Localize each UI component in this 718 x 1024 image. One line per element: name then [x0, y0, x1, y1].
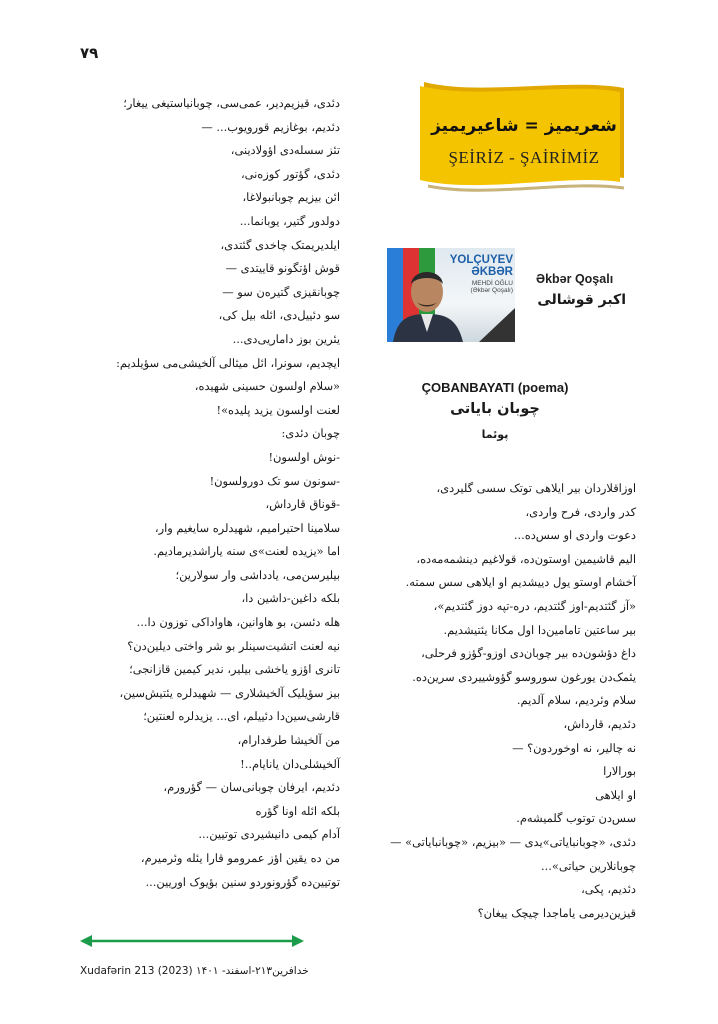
poem-line: سلام وئردیم، سلام آلدیم.	[516, 693, 636, 708]
poem-line: بلکه ائله اونا گؤره	[255, 803, 340, 818]
poem-line: دئدیم، بوغازیم قورویوب... —	[201, 119, 340, 134]
poem-line: داغ دؤشون‌ده بیر چوبان‌دی اوزو-گؤزو فرحلی،	[421, 646, 636, 661]
poem-line: -سونون سو تک دورولسون!	[209, 473, 340, 488]
photo-name-line-2: ƏKBƏR	[471, 266, 513, 278]
poem-line: دئدی، گؤتور کوزه‌نی،	[240, 166, 340, 181]
poem-line: بیر ساعتین تامامین‌دا اول مکانا یئتیشدیم.	[443, 622, 636, 637]
poem-line: دئدی، قیزیم‌دیر، عمی‌سی، چوبانیاستیغی ییغار؛	[123, 96, 340, 110]
poem-line: کدر واردی، فرح واردی،	[525, 504, 636, 519]
banner-ribbon-shape	[418, 74, 630, 202]
double-arrow-divider	[80, 934, 304, 948]
poem-line: دولدور گتیر، یوبانما...	[239, 213, 340, 228]
photo-name-line-1: YOLÇUYEV	[449, 254, 513, 266]
section-banner	[418, 74, 630, 202]
page-number: ۷۹	[80, 44, 99, 62]
poem-line: «سلام اولسون حسینی شهیده،	[194, 379, 340, 394]
poem-line: بورالارا	[603, 764, 636, 779]
poem-line: -نوش اولسون!	[268, 449, 340, 464]
photo-sub-line-2: (Əkbər Qoşalı)	[470, 287, 513, 294]
poem-line: دئدیم، ایرفان چوبانی‌سان — گؤرورم،	[163, 780, 340, 795]
poem-line: تئز سسله‌دی اؤولادینی،	[230, 143, 340, 158]
poem-line: نیه لعنت اتشیت‌سینلر بو شر واختی دیلین‌دن؟	[127, 638, 340, 653]
poem-line: «آز گئتدیم-اوز گئتدیم، دره-تپه دوز گئتدیم»،	[433, 598, 636, 613]
poem-line: -قوناق قارداش،	[265, 497, 340, 512]
poem-line: دئدیم، قارداش،	[563, 716, 636, 731]
poem-title-latin: ÇOBANBAYATI (poema)	[421, 380, 569, 395]
poem-line: ایچدیم، سونرا، ائل میثالی آلخیشی‌می سؤیلدیم:	[116, 355, 340, 370]
poem-line: چوبان دئدی:	[281, 426, 340, 441]
poem-line: قارشی‌سین‌دا دئییلم، ای... یزیدلره لعنتین؛	[143, 709, 340, 724]
right-poem-column	[378, 477, 636, 925]
poem-line: یئمک‌دن یورغون سوروسو گؤوشییردی سرین‌ده.	[412, 669, 636, 684]
poem-line: آخشام اوستو یول دییشدیم او ایلاهی سس سمته.	[405, 575, 636, 590]
poem-line: من آلخیشا طرفدارام،	[237, 733, 340, 748]
poem-line: ائن بیزیم چوبانبولاغا،	[242, 190, 340, 205]
poem-line: هله دئسن، بو هاوانین، هاواداکی توزون دا...	[136, 615, 340, 630]
photo-caption-sub	[433, 280, 513, 294]
poem-line: قیزین‌دیرمی یاماجدا چیچک ییغان؟	[477, 905, 636, 920]
poem-line: او ایلاهی	[595, 787, 636, 802]
poem-line: دئدی، «چوبانبایاتی»یدی — «بیزیم، «چوبانبایاتی» —	[390, 834, 636, 849]
poem-line: توتیین‌ده گؤرونوردو سنین بؤیوک اوریین...	[145, 874, 340, 889]
banner-title-persian: شعریمیز = شاعیریمیز	[431, 116, 617, 136]
poem-line: آدام کیمی دانیشیردی توتیین...	[198, 827, 340, 842]
poem-line: دئدیم، پکی،	[581, 882, 636, 897]
poem-line: بلکه داغین-داشین دا،	[241, 591, 340, 606]
poem-title-persian: چوبان بایاتی	[450, 401, 540, 417]
poem-line: چوبانقیزی گتیره‌ن سو —	[222, 284, 340, 299]
poem-line: سلامینا احتیرامیم، شهیدلره سایغیم وار،	[154, 520, 340, 535]
poem-line: چوبانلارین حیاتی»...	[541, 858, 636, 873]
poem-line: نه چالیر، نه اوخوردون؟ —	[512, 740, 636, 755]
poem-line: تانری اؤزو یاخشی بیلیر، ندیر کیمین قازانجی؛	[129, 662, 340, 677]
poem-line: سس‌دن توتوب گلمیشه‌م.	[516, 811, 636, 826]
poem-line: سو دئییل‌دی، ائله بیل کی،	[218, 308, 340, 323]
banner-title-latin: ŞEİRİZ - ŞAİRİMİZ	[448, 148, 600, 167]
poem-line: اوزاقلاردان بیر ایلاهی توتک سسی گلیردی،	[436, 481, 636, 495]
footer-issue-info: Xudafərin 213 (2023) خدافرین۲۱۳-اسفند- ۱۴۰۱	[80, 965, 309, 977]
poem-line: من ده یقین اؤز عمرومو قارا یئله وئرمیرم،	[140, 851, 340, 865]
photo-sub-line-1: MEHDİ OĞLU	[471, 280, 513, 287]
poem-line: بیلیرسن‌می، یادداشی وار سولارین؛	[175, 567, 340, 582]
poem-line: دعوت واردی او سس‌ده...	[513, 528, 636, 543]
poem-line: آلخیشلی‌دان یانایام..!	[240, 756, 340, 771]
photo-caption-name	[433, 254, 513, 278]
left-poem-column	[78, 92, 340, 894]
poem-line: اما «یزیده لعنت»ی سنه یاراشدیرمادیم.	[153, 544, 340, 559]
poem-line: یئرین بوز داماریی‌دی...	[232, 331, 340, 346]
poem-line: بیز سؤیلیک آلخیشلاری — شهیدلره یئتیش‌سین،	[119, 685, 340, 700]
poem-line: لعنت اولسون یزید پلیده»!	[216, 402, 340, 417]
poem-line: الیم قاشیمین اوستون‌ده، قولاغیم دینشمه‌مه‌ده،	[416, 551, 636, 566]
author-photo	[387, 248, 515, 342]
author-name-latin: Əkbər Qoşalı	[536, 272, 614, 286]
poem-line: ایلدیریمتک چاخدی گئتدی،	[220, 237, 340, 252]
author-name-persian: اکبر قوشالی	[537, 292, 626, 308]
poem-subtitle-persian: پوئما	[481, 428, 509, 441]
poem-line: قوش اؤتگونو قاییتدی —	[225, 261, 340, 276]
